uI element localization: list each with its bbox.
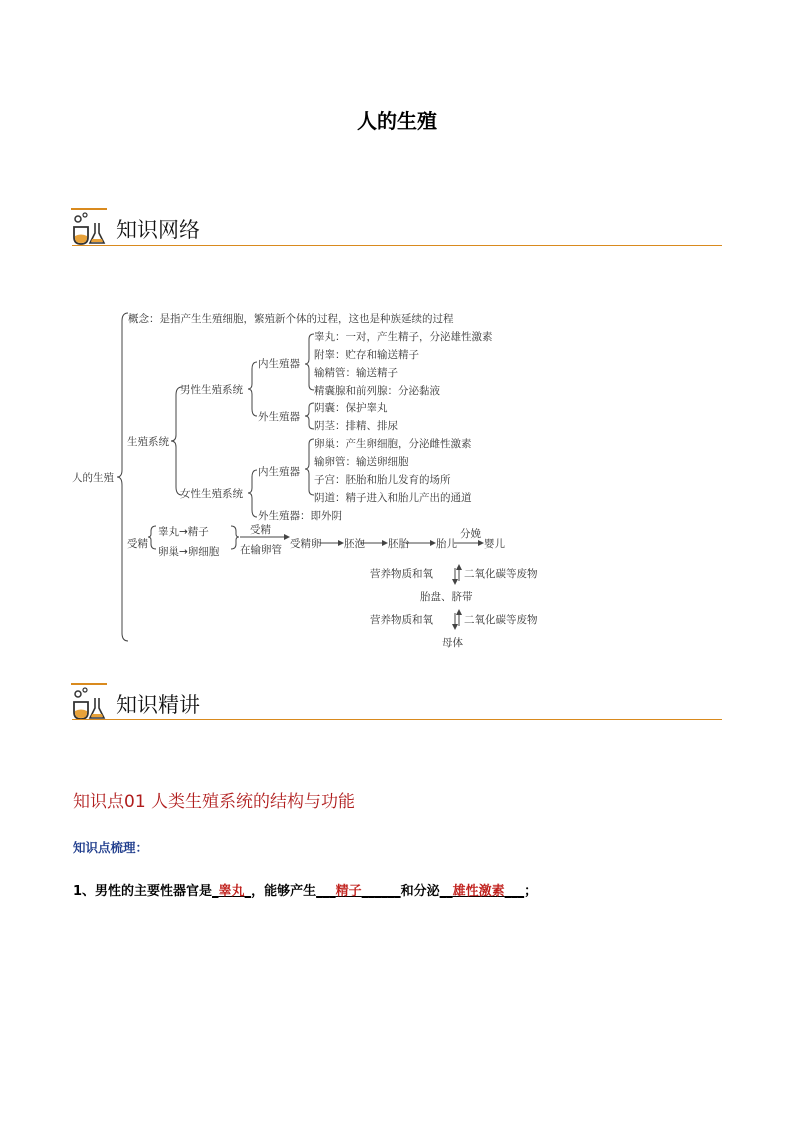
map-item: 子宫：胚胎和胎儿发育的场所 <box>314 474 451 486</box>
map-item: 输卵管：输送卵细胞 <box>314 456 409 468</box>
science-flask-icon <box>70 205 110 245</box>
map-embryo: 胚胎 <box>388 538 409 550</box>
map-infant: 婴儿 <box>484 538 505 550</box>
q1-answer-2: 精子 <box>335 884 362 899</box>
map-fert-top: 受精 <box>250 524 271 536</box>
map-fetus: 胎儿 <box>436 538 457 550</box>
map-male-internal: 内生殖器 <box>258 358 300 370</box>
q1-text: 和分泌 <box>400 884 440 899</box>
map-ovary: 卵巢→卵细胞 <box>158 546 220 558</box>
q1-text: 1、男性的主要性器官是 <box>73 884 213 899</box>
map-waste2: 二氧化碳等废物 <box>464 614 538 626</box>
section-title-network: 知识网络 <box>116 218 200 242</box>
map-delivery: 分娩 <box>460 528 481 540</box>
section-divider <box>72 719 722 720</box>
map-placenta: 胎盘、脐带 <box>420 591 473 603</box>
map-item: 阴囊：保护睾丸 <box>314 402 388 414</box>
map-concept: 概念：是指产生生殖细胞，繁殖新个体的过程，这也是种族延续的过程 <box>128 313 454 325</box>
map-male-external: 外生殖器 <box>258 411 300 423</box>
q1-blank: _ <box>212 884 219 899</box>
q1-blank: ______ <box>361 884 401 899</box>
map-nutri2: 营养物质和氧 <box>370 614 433 626</box>
map-item: 睾丸：一对，产生精子，分泌雄性激素 <box>314 331 493 343</box>
map-testis: 睾丸→精子 <box>158 526 209 538</box>
map-male: 男性生殖系统 <box>180 384 243 396</box>
q1-blank: ___ <box>316 884 336 899</box>
map-female-internal: 内生殖器 <box>258 466 300 478</box>
map-mother: 母体 <box>442 637 463 649</box>
map-system: 生殖系统 <box>127 436 169 448</box>
map-item: 阴道：精子进入和胎儿产出的通道 <box>314 492 472 504</box>
page-title: 人的生殖 <box>357 109 437 133</box>
map-item: 精囊腺和前列腺：分泌黏液 <box>314 385 440 397</box>
question-1 <box>73 880 537 899</box>
map-female: 女性生殖系统 <box>180 488 243 500</box>
q1-answer-1: 睾丸 <box>218 884 245 899</box>
map-item: 卵巢：产生卵细胞，分泌雌性激素 <box>314 438 472 450</box>
map-waste1: 二氧化碳等废物 <box>464 568 538 580</box>
map-root: 人的生殖 <box>72 472 114 484</box>
q1-blank: _ <box>244 884 252 899</box>
q1-answer-3: 雄性激素 <box>452 884 505 899</box>
map-fert-bottom: 在输卵管 <box>240 544 282 556</box>
section-title-lecture: 知识精讲 <box>116 693 200 717</box>
map-zygote: 受精卵 <box>290 538 322 550</box>
science-flask-icon <box>70 680 110 720</box>
map-item: 附睾：贮存和输送精子 <box>314 349 419 361</box>
q1-text: ； <box>524 884 538 899</box>
q1-text: ，能够产生 <box>251 884 317 899</box>
knowledge-map <box>70 305 550 655</box>
map-item: 输精管：输送精子 <box>314 367 398 379</box>
map-blastocyst: 胚泡 <box>344 538 365 550</box>
knowledge-point-subtitle: 知识点梳理： <box>73 840 149 855</box>
q1-blank: __ <box>439 884 453 899</box>
map-fert: 受精 <box>127 538 148 550</box>
map-item: 阴茎：排精、排尿 <box>314 420 398 432</box>
q1-blank: ___ <box>504 884 525 899</box>
map-female-external: 外生殖器：即外阴 <box>258 510 342 522</box>
knowledge-point-title: 知识点01 人类生殖系统的结构与功能 <box>73 792 356 812</box>
map-nutri1: 营养物质和氧 <box>370 568 433 580</box>
section-divider <box>72 245 722 246</box>
